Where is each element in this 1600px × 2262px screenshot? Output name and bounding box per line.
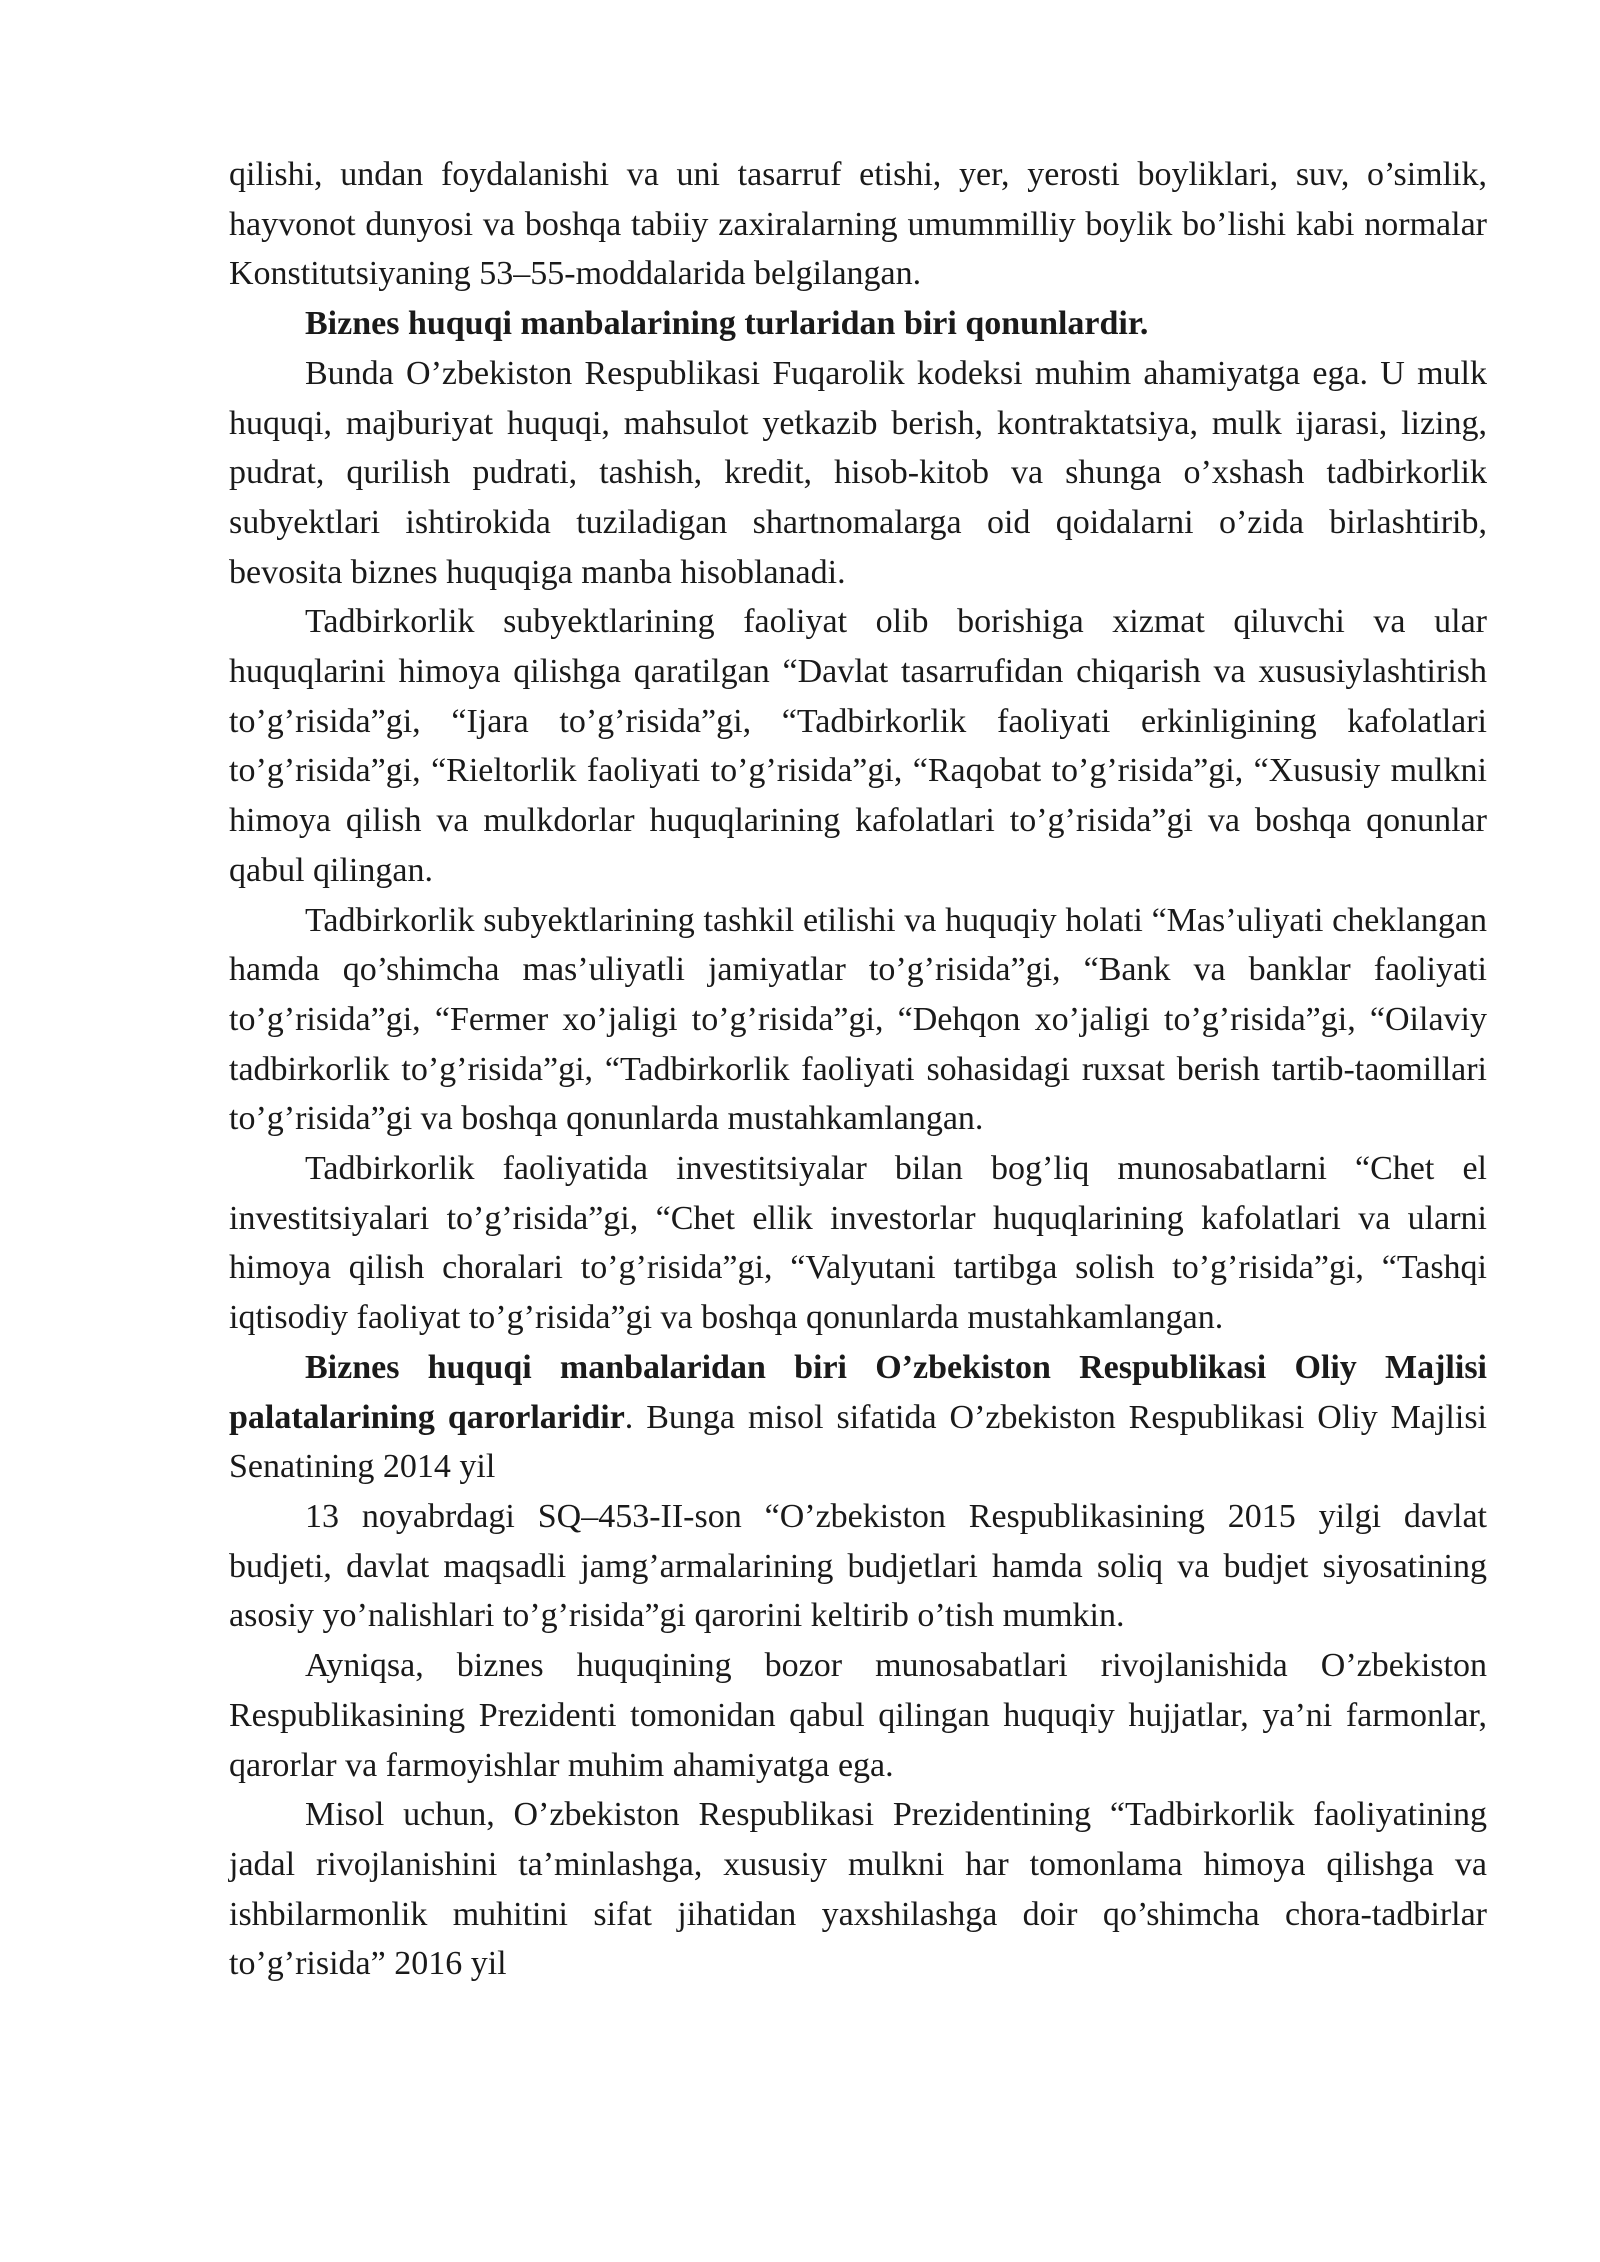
paragraph-senate-resolution <box>229 1492 1487 1641</box>
paragraph-parliament-resolutions <box>229 1343 1487 1492</box>
paragraph-text: . Bunga misol sifatida O’zbekiston Respublikasi Oliy Majlisi Senatining 2014 yil <box>229 1398 1487 1486</box>
paragraph-president-acts <box>229 1641 1487 1790</box>
document-page <box>229 150 1487 1989</box>
paragraph-bold-text: Biznes huquqi manbalaridan biri O’zbekiston Respublikasi Oliy Majlisi palatalarining qarorlaridir <box>229 1348 1487 1436</box>
paragraph-continuation <box>229 150 1487 299</box>
paragraph-example-decree <box>229 1790 1487 1989</box>
paragraph-text: Tadbirkorlik subyektlarining faoliyat olib borishiga xizmat qiluvchi va ular huquqlarini himoya qilishga qaratilgan “Davlat tasarrufidan chiqarish va xususiylashtirish to’g’risida”gi, “Ijara to’g’risida”gi, “Tadbirkorlik faoliyati erkinligining kafolatlari to’g’risida”gi, “Rieltorlik faoliyati to’g’risida”gi, “Raqobat to’g’risida”gi, “Xususiy mulkni himoya qilish va mulkdorlar huquqlarining kafolatlari to’g’risida”gi va boshqa qonunlar qabul qilingan. <box>229 603 1487 889</box>
paragraph-investments <box>229 1144 1487 1343</box>
paragraph-heading-laws <box>229 299 1487 349</box>
paragraph-civil-code <box>229 349 1487 598</box>
paragraph-text: Bunda O’zbekiston Respublikasi Fuqarolik kodeksi muhim ahamiyatga ega. U mulk huquqi, majburiyat huquqi, mahsulot yetkazib berish, kontraktatsiya, mulk ijarasi, lizing, pudrat, qurilish pudrati, tashish, kredit, hisob-kitob va shunga o’xshash tadbirkorlik subyektlari ishtirokida tuziladigan shartnomalarga oid qoidalarni o’zida birlashtirib, bevosita biznes huquqiga manba hisoblanadi. <box>229 354 1487 591</box>
paragraph-text: Ayniqsa, biznes huquqining bozor munosabatlari rivojlanishida O’zbekiston Respublikasining Prezidenti tomonidan qabul qilingan huquqiy hujjatlar, ya’ni farmonlar, qarorlar va farmoyishlar muhim ahamiyatga ega. <box>229 1647 1487 1784</box>
paragraph-text: qilishi, undan foydalanishi va uni tasarruf etishi, yer, yerosti boyliklari, suv, o’simlik, hayvonot dunyosi va boshqa tabiiy zaxiralarning umummilliy boylik bo’lishi kabi normalar Konstitutsiyaning 53–55-moddalarida belgilangan. <box>229 156 1487 293</box>
paragraph-text: Tadbirkorlik subyektlarining tashkil etilishi va huquqiy holati “Mas’uliyati cheklangan hamda qo’shimcha mas’uliyatli jamiyatlar to’g’risida”gi, “Bank va banklar faoliyati to’g’risida”gi, “Fermer xo’jaligi to’g’risida”gi, “Dehqon xo’jaligi to’g’risida”gi, “Oilaviy tadbirkorlik to’g’risida”gi, “Tadbirkorlik faoliyati sohasidagi ruxsat berish tartib-taomillari to’g’risida”gi va boshqa qonunlarda mustahkamlangan. <box>229 901 1487 1138</box>
paragraph-text: Tadbirkorlik faoliyatida investitsiyalar bilan bog’liq munosabatlarni “Chet el investitsiyalari to’g’risida”gi, “Chet ellik investorlar huquqlarining kafolatlari va ularni himoya qilish choralari to’g’risida”gi, “Valyutani tartibga solish to’g’risida”gi, “Tashqi iqtisodiy faoliyat to’g’risida”gi va boshqa qonunlarda mustahkamlangan. <box>229 1150 1487 1337</box>
paragraph-bold-text: Biznes huquqi manbalarining turlaridan biri qonunlardir. <box>305 305 1149 343</box>
paragraph-text: Misol uchun, O’zbekiston Respublikasi Prezidentining “Tadbirkorlik faoliyatining jadal rivojlanishini ta’minlashga, xususiy mulkni har tomonlama himoya qilishga va ishbilarmonlik muhitini sifat jihatidan yaxshilashga doir qo’shimcha chora-tadbirlar to’g’risida” 2016 yil <box>229 1796 1487 1983</box>
paragraph-text: 13 noyabrdagi SQ–453-II-son “O’zbekiston Respublikasining 2015 yilgi davlat budjeti, davlat maqsadli jamg’armalarining budjetlari hamda soliq va budjet siyosatining asosiy yo’nalishlari to’g’risida”gi qarorini keltirib o’tish mumkin. <box>229 1497 1487 1635</box>
paragraph-business-laws <box>229 597 1487 895</box>
paragraph-legal-status <box>229 896 1487 1145</box>
